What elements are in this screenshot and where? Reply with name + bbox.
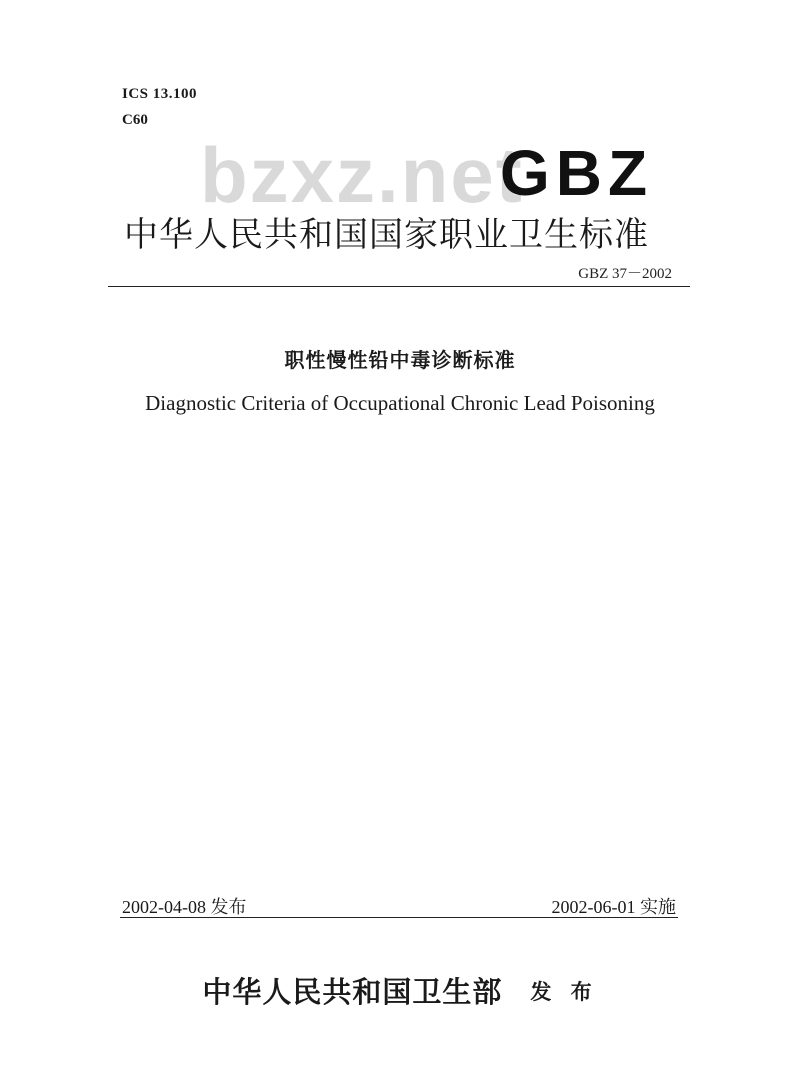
- top-divider: [108, 286, 690, 287]
- ics-code: ICS 13.100: [122, 86, 198, 102]
- document-title-cn: 职性慢性铅中毒诊断标准: [284, 348, 516, 372]
- standard-type-heading: 中华人民共和国国家职业卫生标准: [124, 215, 649, 255]
- standard-number: GBZ 37－2002: [578, 266, 672, 282]
- issuer-name: 中华人民共和国卫生部: [202, 975, 503, 1009]
- watermark: bzxz.net: [200, 131, 524, 219]
- implement-date: 2002-06-01 实施: [551, 897, 676, 917]
- document-title-en: Diagnostic Criteria of Occupational Chronic Lead Poisoning: [145, 391, 655, 415]
- issuer-line: [0, 972, 800, 1012]
- publish-date: 2002-04-08 发布: [122, 897, 247, 917]
- issue-label: 发 布: [530, 980, 598, 1004]
- bottom-divider: [120, 917, 678, 918]
- gbz-logo: GBZ: [500, 137, 654, 209]
- ccs-code: C60: [122, 112, 148, 128]
